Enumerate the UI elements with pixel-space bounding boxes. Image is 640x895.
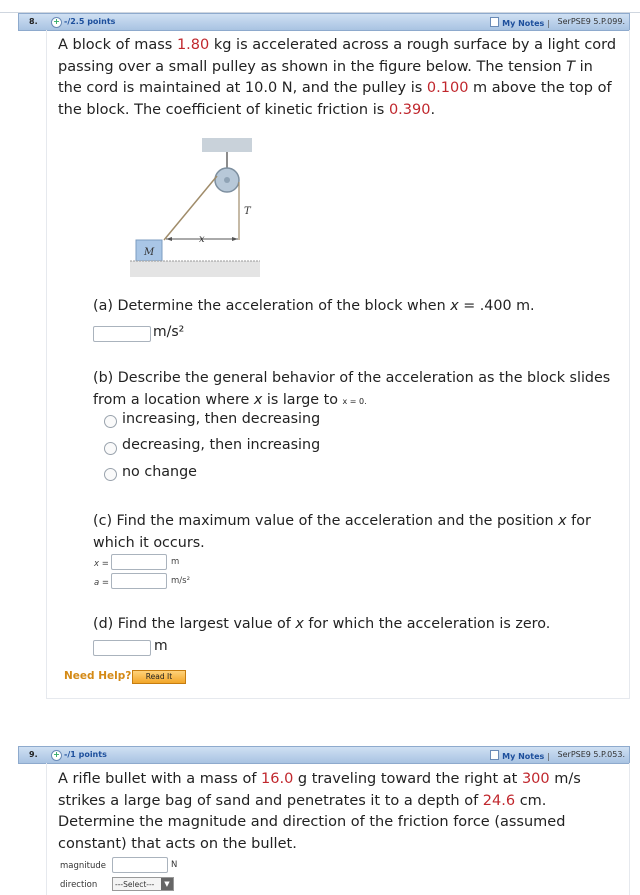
- ceiling-mount: [202, 138, 252, 152]
- my-notes-label: My Notes: [502, 19, 545, 28]
- depth-value: 24.6: [482, 792, 516, 809]
- var-x: x: [253, 391, 263, 408]
- problem-9-text: [58, 769, 620, 855]
- problem-text: g traveling toward the right at: [293, 771, 522, 787]
- problem-text: kg is accelerated across a rough surface by a light cord passing over a small pulley as shown in the figure below. The tension: [58, 37, 617, 75]
- block-label: M: [144, 247, 155, 258]
- magnitude-unit: N: [171, 860, 178, 870]
- part-a-text: (a) Determine the acceleration of the block when: [93, 298, 451, 314]
- points-label: -/1 points: [64, 750, 107, 759]
- part-d-text: (d) Find the largest value of: [93, 616, 296, 632]
- part-a-question: [93, 298, 535, 314]
- x-unit: m: [171, 557, 180, 567]
- option-radio-2[interactable]: [104, 442, 117, 455]
- a-eq-label: a =: [94, 578, 110, 588]
- my-notes-link[interactable]: [490, 17, 553, 28]
- part-d-unit: m: [154, 638, 168, 654]
- my-notes-link[interactable]: [490, 750, 553, 761]
- height-value: 0.100: [426, 80, 469, 96]
- part-c-text: (c) Find the maximum value of the acceleration and the position: [93, 513, 559, 529]
- problem-code: SerPSE9 5.P.053.: [557, 750, 625, 759]
- option-radio-1[interactable]: [104, 415, 117, 428]
- part-a-unit: m/s²: [153, 324, 185, 340]
- option-label-3: no change: [122, 464, 197, 480]
- problem-text: in the cord is maintained at 10.0 N, and the pulley is: [58, 58, 593, 96]
- expand-plus-icon[interactable]: +: [51, 750, 62, 761]
- mu-value: 0.390: [388, 101, 431, 118]
- problem-8-text: [58, 35, 620, 121]
- part-a-input[interactable]: [93, 326, 151, 342]
- part-c-question: [93, 511, 618, 554]
- question-8-header: [18, 13, 630, 31]
- direction-label: direction: [60, 880, 98, 890]
- part-b-question: [93, 368, 618, 412]
- direction-select[interactable]: [112, 877, 174, 891]
- my-notes-label: My Notes: [502, 752, 545, 761]
- a-unit: m/s²: [171, 576, 190, 586]
- question-number: 8.: [29, 17, 38, 26]
- part-d-question: [93, 616, 550, 632]
- magnitude-input[interactable]: [112, 857, 168, 873]
- notes-icon: [490, 750, 499, 760]
- separator: |: [547, 752, 550, 761]
- direction-select-value: ---Select---: [115, 880, 155, 889]
- pulley-hub: [224, 177, 230, 183]
- points-label: -/2.5 points: [64, 17, 116, 26]
- cord-diagonal: [164, 176, 217, 240]
- tension-var: T: [566, 58, 575, 75]
- arrow-right-icon: [232, 237, 238, 241]
- expand-plus-icon[interactable]: +: [51, 17, 62, 28]
- problem-text: A block of mass: [58, 37, 177, 53]
- speed-value: 300: [521, 771, 550, 787]
- var-x: x: [558, 513, 567, 529]
- part-d-text: for which the acceleration is zero.: [303, 616, 551, 632]
- read-it-button[interactable]: Read It: [132, 670, 186, 684]
- chevron-down-icon: ▼: [161, 878, 173, 890]
- part-a-text: = .400 m.: [458, 298, 535, 314]
- question-9-header: [18, 746, 630, 764]
- var-x: x: [295, 616, 304, 632]
- option-radio-3[interactable]: [104, 468, 117, 481]
- part-c-text: for which it occurs.: [93, 513, 591, 551]
- need-help-label: Need Help?: [64, 670, 132, 682]
- problem-text: cm. Determine the magnitude and direction of the friction force (assumed constant) that acts on the bullet.: [58, 792, 566, 852]
- problem-text: A rifle bullet with a mass of: [58, 771, 262, 787]
- var-x: x: [450, 298, 459, 314]
- bullet-mass-value: 16.0: [261, 771, 294, 787]
- problem-code: SerPSE9 5.P.099.: [557, 17, 625, 26]
- option-label-2: decreasing, then increasing: [122, 437, 321, 453]
- part-b-text: is large to: [262, 391, 343, 408]
- question-8-panel: [46, 30, 630, 699]
- mass-value: 1.80: [176, 37, 210, 53]
- problem-text: m above the top of the block. The coefficient of kinetic friction is: [58, 80, 612, 118]
- top-divider: [0, 0, 640, 13]
- problem-text: .: [430, 101, 436, 118]
- question-number: 9.: [29, 750, 38, 759]
- part-c-a-input[interactable]: [111, 573, 167, 589]
- part-c-x-input[interactable]: [111, 554, 167, 570]
- x-eq-label: x =: [94, 559, 109, 569]
- part-d-input[interactable]: [93, 640, 151, 656]
- part-b-text: (b) Describe the general behavior of the acceleration as the block slides from a location where: [93, 370, 611, 408]
- pulley-figure: [128, 132, 262, 278]
- t-label: T: [244, 206, 251, 217]
- magnitude-label: magnitude: [60, 861, 106, 871]
- ground-surface: [130, 261, 260, 277]
- problem-text: m/s strikes a large bag of sand and penetrates it to a depth of: [58, 771, 581, 809]
- separator: |: [547, 19, 550, 28]
- part-b-small: x = 0.: [342, 396, 367, 406]
- option-label-1: increasing, then decreasing: [122, 411, 321, 427]
- x-label: x: [199, 234, 205, 245]
- notes-icon: [490, 17, 499, 27]
